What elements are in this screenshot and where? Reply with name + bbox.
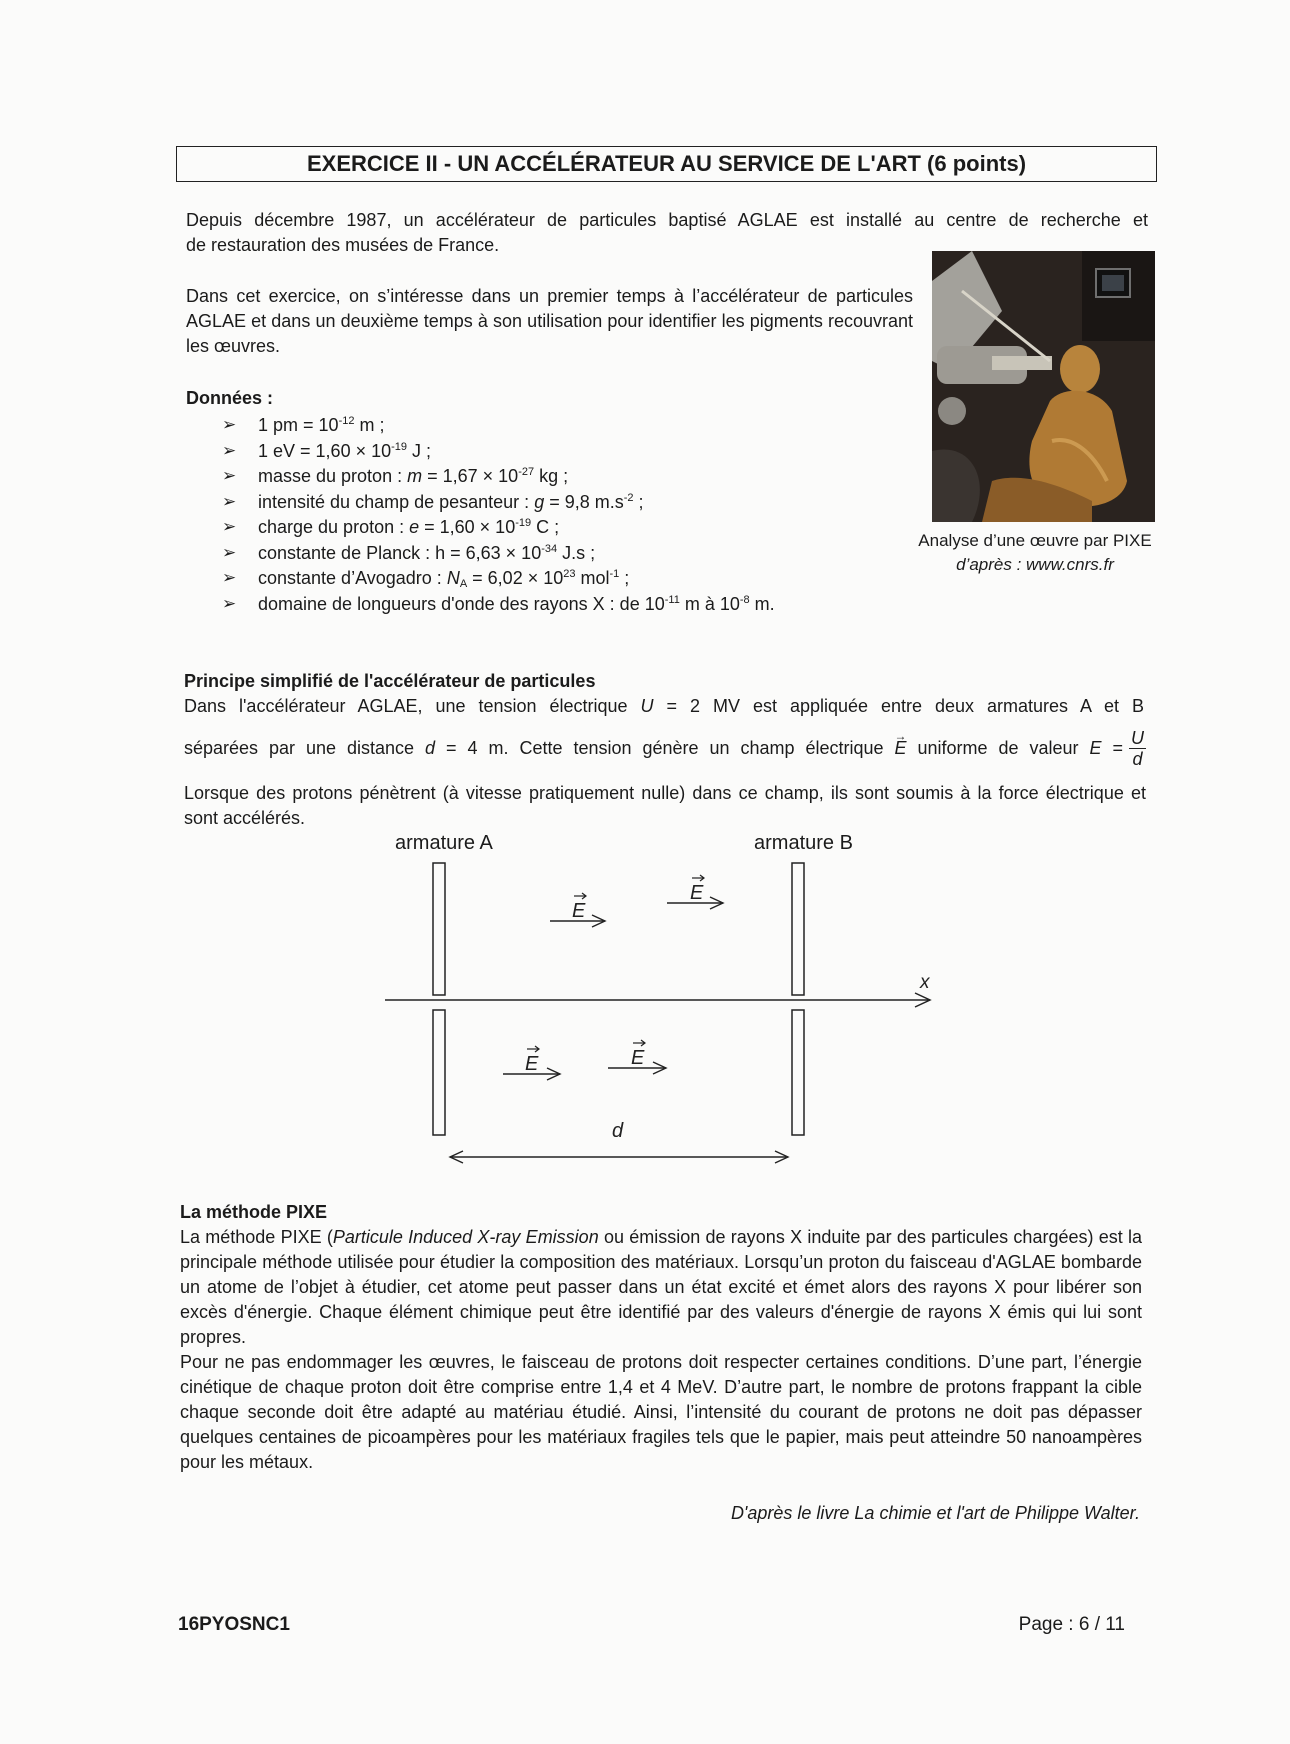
- donnee-mid: = 9,8 m.s: [544, 491, 624, 512]
- donnee-post: ;: [633, 491, 644, 512]
- donnee-item: [222, 490, 775, 516]
- principe-line-2-text: [184, 736, 1129, 761]
- donnee-exp: -19: [515, 517, 532, 529]
- distance-label: d: [612, 1120, 624, 1142]
- armature-b-upper-plate: [792, 863, 804, 995]
- donnee-item: [222, 413, 775, 439]
- distance-arrow: [450, 1151, 788, 1163]
- donnee-exp: -11: [664, 593, 680, 606]
- donnee-sub: A: [459, 578, 468, 590]
- x-axis-label: x: [920, 972, 930, 993]
- page-number: Page : 6 / 11: [1018, 1614, 1125, 1635]
- donnee-pre: 1 pm = 10: [258, 415, 339, 435]
- donnee-mid: = 1,67 × 10: [422, 466, 519, 486]
- field-vector-3: [503, 1046, 560, 1080]
- donnee-item: [222, 592, 775, 618]
- donnee-post: C ;: [531, 517, 560, 537]
- armature-b-lower-plate: [792, 1010, 804, 1135]
- donnee-item: [222, 566, 775, 592]
- svg-text:E: E: [631, 1047, 645, 1069]
- donnee-item: [222, 464, 775, 490]
- formula-u-over-d: [1129, 728, 1146, 769]
- pixe-heading: La méthode PIXE: [180, 1202, 328, 1222]
- svg-text:E: E: [572, 900, 586, 922]
- principe-line-1-b: = 2 MV est appliquée entre deux armatures A et B: [653, 696, 1144, 716]
- document-code: 16PYOSNC1: [178, 1614, 290, 1635]
- donnee-exp: -12: [338, 415, 355, 427]
- donnee-mid: = 1,60 × 10: [419, 517, 516, 537]
- pixe-p1-italic: Particule Induced X-ray Emission: [332, 1227, 599, 1247]
- principe-line-2-b: = 4 m. Cette tension génère un champ électrique: [435, 737, 895, 758]
- donnee-pre: constante de Planck : h = 6,63 × 10: [258, 542, 542, 563]
- principe-line-2: [184, 723, 1146, 773]
- donnee-post2: ;: [619, 568, 630, 588]
- svg-text:E: E: [525, 1053, 539, 1075]
- donnee-item: [222, 515, 775, 541]
- field-vector-2: [667, 875, 723, 909]
- donnee-exp: -34: [541, 542, 558, 555]
- donnee-post: mol: [575, 568, 610, 588]
- donnee-var: g: [534, 491, 545, 512]
- donnee-post: kg ;: [534, 466, 569, 486]
- principe-line-2-c: uniforme de valeur: [906, 737, 1090, 758]
- pixe-analysis-photo: [932, 251, 1155, 522]
- principe-line-1-a: Dans l'accélérateur AGLAE, une tension électrique: [184, 696, 641, 716]
- donnee-post: J.s ;: [557, 542, 596, 563]
- pixe-paragraph-1: [180, 1225, 1142, 1350]
- armature-a-lower-plate: [433, 1010, 445, 1135]
- donnee-pre: charge du proton :: [258, 517, 410, 537]
- principe-line-1: [184, 694, 1144, 719]
- armature-b-label: armature B: [754, 832, 853, 854]
- principe-line-2-d: =: [1101, 737, 1123, 758]
- principe-var-d: d: [425, 737, 436, 758]
- donnee-pre: domaine de longueurs d'onde des rayons X : de 10: [258, 593, 665, 614]
- donnee-post: J ;: [407, 440, 432, 461]
- pixe-paragraph-2: Pour ne pas endommager les œuvres, le faisceau de protons doit respecter certaines conditions. D’une part, l’énergie cinétique de chaque proton doit être comprise entre 1,4 et 4 MeV. D’autre part, le nombre de protons frappant la cible chaque seconde doit être adapté au matériau étudié. Ainsi, l’intensité du courant de protons ne doit pas dépasser quelques centaines de picoampères pour les matériaux fragiles tels que le papier, mais peut atteindre 50 nanoampères pour les métaux.: [180, 1352, 1142, 1472]
- donnee-pre: masse du proton :: [258, 466, 408, 486]
- donnee-pre: 1 eV = 1,60 × 10: [258, 440, 392, 461]
- principe-paragraph-2: Lorsque des protons pénètrent (à vitesse pratiquement nulle) dans ce champ, ils sont soumis à la force électrique et sont accélérés.: [184, 783, 1146, 828]
- field-vector-1: [550, 893, 605, 927]
- exercise-title: EXERCICE II - UN ACCÉLÉRATEUR AU SERVICE DE L'ART (6 points): [176, 146, 1157, 182]
- donnee-exp2: -8: [739, 593, 750, 606]
- donnee-var: N: [446, 568, 460, 588]
- donnees-list: [222, 413, 775, 617]
- principe-heading: Principe simplifié de l'accélérateur de particules: [184, 671, 596, 691]
- source-citation: D'après le livre La chimie et l'art de Philippe Walter.: [730, 1503, 1140, 1523]
- photo-caption: [880, 529, 1190, 577]
- principe-var-u: U: [640, 696, 654, 716]
- donnees-heading: Données :: [186, 388, 274, 408]
- donnee-exp: -27: [518, 466, 535, 478]
- donnee-var: m: [407, 466, 423, 486]
- donnee-exp2: -1: [609, 568, 620, 580]
- donnee-post2: m.: [749, 593, 775, 614]
- donnee-item: [222, 439, 775, 465]
- donnee-exp: -2: [623, 491, 634, 504]
- donnee-var: e: [409, 517, 420, 537]
- fraction-denominator: d: [1132, 748, 1143, 769]
- intro-paragraph-2: Dans cet exercice, on s’intéresse dans un premier temps à l’accélérateur de particules AGLAE et dans un deuxième temps à son utilisation pour identifier les pigments recouvrant les œuvres.: [186, 286, 913, 356]
- photo-caption-line-1: Analyse d’une œuvre par PIXE: [918, 531, 1152, 550]
- principe-vector-e: → E: [895, 736, 907, 761]
- principe-var-e: E: [1089, 737, 1102, 758]
- armature-a-upper-plate: [433, 863, 445, 995]
- donnee-pre: intensité du champ de pesanteur :: [258, 491, 535, 512]
- fraction-numerator: U: [1131, 727, 1144, 748]
- donnee-exp: -19: [391, 440, 408, 453]
- donnee-pre: constante d’Avogadro :: [258, 568, 447, 588]
- pixe-p1-a: La méthode PIXE (: [180, 1227, 333, 1247]
- principe-line-2-a: séparées par une distance: [184, 737, 426, 758]
- intro-line-2: de restauration des musées de France.: [186, 235, 500, 255]
- x-axis-arrow: [385, 993, 930, 1007]
- armature-a-label: armature A: [395, 832, 493, 854]
- svg-text:E: E: [690, 882, 704, 904]
- donnee-exp: 23: [563, 568, 576, 580]
- intro-line-1: Depuis décembre 1987, un accélérateur de particules baptisé AGLAE est installé au centre de recherche et: [186, 210, 1148, 230]
- donnee-post: m ;: [354, 415, 385, 435]
- donnee-post: m à 10: [679, 593, 740, 614]
- field-vector-4: [608, 1040, 666, 1074]
- donnee-item: [222, 541, 775, 567]
- capacitor-diagram: [370, 855, 950, 1175]
- donnee-mid: = 6,02 × 10: [467, 568, 564, 588]
- photo-caption-line-2: d’après : www.cnrs.fr: [956, 555, 1114, 574]
- pixe-p1-b: ou émission de rayons X induite par des particules chargées) est la principale méthode utilisée pour étudier la composition des matériaux. Lorsqu’un proton du faisceau d'AGLAE bombarde un atome de l’objet à étudier, cet atome peut passer dans un état excité et émet alors des rayons X pour libérer son excès d'énergie. Chaque élément chimique peut être identifié par des valeurs d'énergie de rayons X émis qui lui sont propres.: [180, 1227, 1142, 1347]
